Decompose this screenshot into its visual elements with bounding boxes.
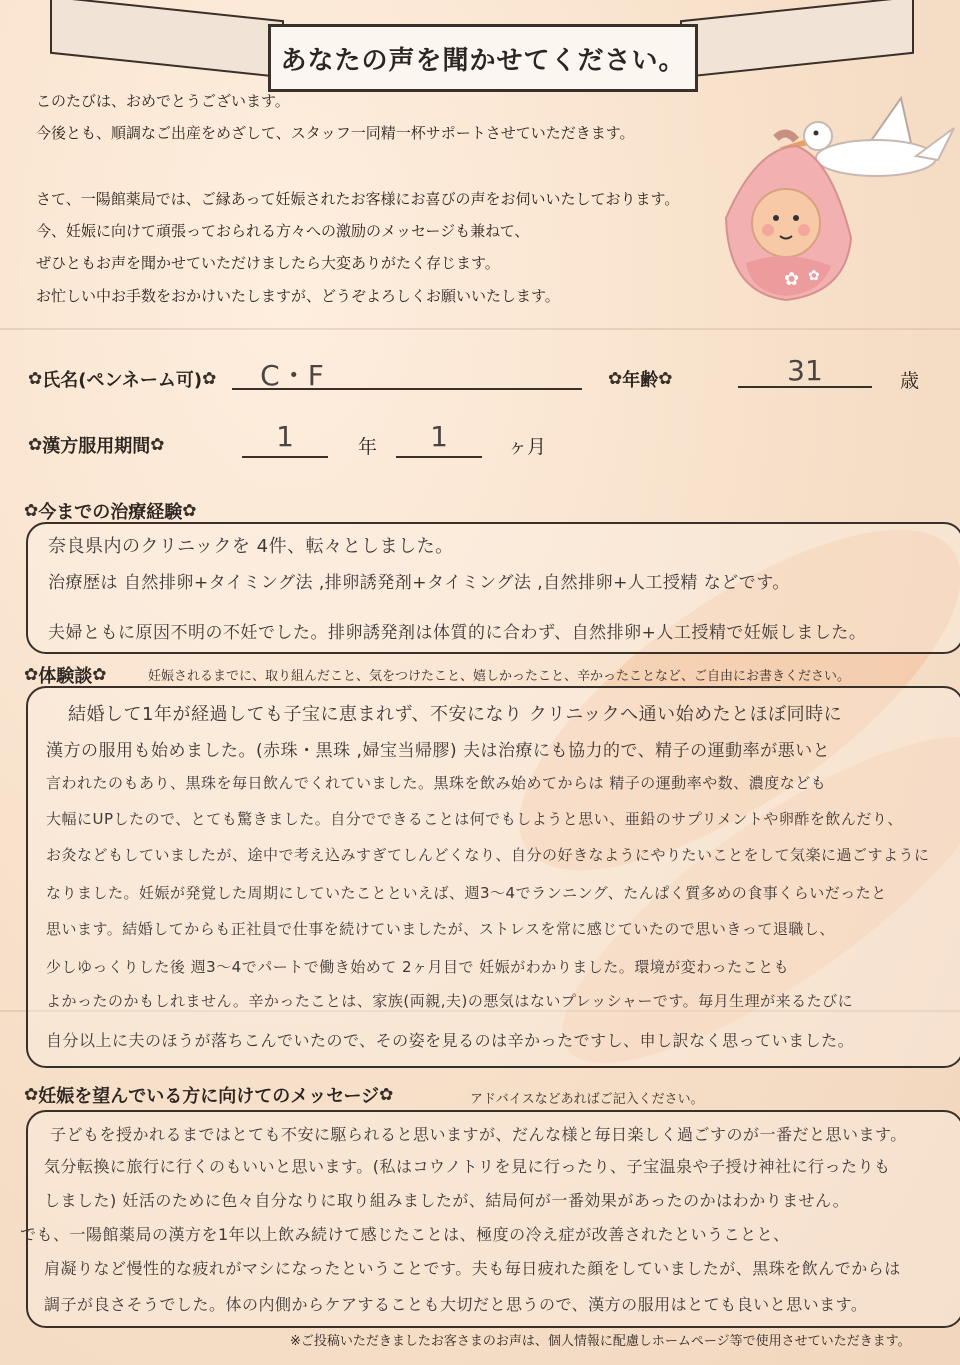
treatment-line: 治療歴は 自然排卵+タイミング法 ,排卵誘発剤+タイミング法 ,自然排卵+人工授精 などです。 xyxy=(48,573,790,593)
year-unit: 年 xyxy=(358,436,378,458)
flower-icon: ✿ xyxy=(202,369,217,389)
experience-note: 妊娠されるまでに、取り組んだこと、気をつけたこと、嬉しかったこと、辛かったことなど、ご自由にお書きください。 xyxy=(148,669,851,684)
flower-icon: ✿ xyxy=(24,1085,39,1105)
flower-icon: ✿ xyxy=(24,501,39,521)
period-label: ✿ 漢方服用期間 ✿ xyxy=(28,435,165,457)
months-value: 1 xyxy=(430,420,448,453)
experience-line: 結婚して1年が経過しても子宝に恵まれず、不安になり クリニックへ通い始めたとほぼ同時に xyxy=(68,704,843,725)
age-value: 31 xyxy=(787,354,823,387)
experience-line: 漢方の服用も始めました。(赤珠・黒珠 ,婦宝当帰膠) 夫は治療にも協力的で、精子の運動率が悪いと xyxy=(46,741,831,761)
experience-line: 自分以上に夫のほうが落ちこんでいたので、その姿を見るのは辛かったですし、申し訳なく思っていました。 xyxy=(46,1031,855,1050)
message-line: 子どもを授かれるまではとても不安に駆られると思いますが、だんな様と毎日楽しく過ごすのが一番だと思います。 xyxy=(50,1125,907,1144)
flower-icon: ✿ xyxy=(92,665,107,685)
years-value: 1 xyxy=(276,420,294,453)
experience-line: お灸などもしていましたが、途中で考え込みすぎてしんどくなり、自分の好きなようにやりたいことをして気楽に過ごすように xyxy=(46,846,930,864)
intro-line: ぜひともお声を聞かせていただけましたら大変ありがたく存じます。 xyxy=(36,254,500,272)
intro-line: 今後とも、順調なご出産をめざして、スタッフ一同精一杯サポートさせていただきます。 xyxy=(36,124,635,142)
message-line: 気分転換に旅行に行くのもいいと思います。(私はコウノトリを見に行ったり、子宝温泉や子授け神社に行ったりも xyxy=(44,1157,891,1176)
experience-line: 少しゆっくりした後 週3〜4でパートで働き始めて 2ヶ月目で 妊娠がわかりました。環境が変わったことも xyxy=(46,958,790,976)
message-heading: ✿ 妊娠を望んでいる方に向けてのメッセージ ✿ xyxy=(24,1085,394,1107)
paper-fold xyxy=(0,328,960,330)
treatment-line: 奈良県内のクリニックを 4件、転々としました。 xyxy=(48,536,454,557)
message-line: でも、一陽館薬局の漢方を1年以上飲み続けて感じたことは、極度の冷え症が改善されたということと、 xyxy=(20,1225,790,1244)
experience-heading: ✿ 体験談 ✿ xyxy=(24,665,107,687)
flower-icon: ✿ xyxy=(28,369,43,389)
message-note: アドバイスなどあればご記入ください。 xyxy=(470,1092,704,1107)
experience-line: 思います。結婚してからも正社員で仕事を続けていましたが、ストレスを常に感じていたので思いきって退職し、 xyxy=(46,920,835,938)
experience-line: なりました。妊娠が発覚した周期にしていたことといえば、週3〜4でランニング、たんぱく質多めの食事くらいだったと xyxy=(46,884,887,902)
intro-line: 今、妊娠に向けて頑張っておられる方々への激励のメッセージも兼ねて、 xyxy=(36,222,530,240)
svg-text:✿: ✿ xyxy=(784,269,800,290)
intro-line: お忙しい中お手数をおかけいたしますが、どうぞよろしくお願いいたします。 xyxy=(36,287,560,305)
treatment-heading: ✿ 今までの治療経験 ✿ xyxy=(24,501,197,523)
flower-icon: ✿ xyxy=(379,1085,394,1105)
experience-line: よかったのかもしれません。辛かったことは、家族(両親,夫)の悪気はないプレッシャーです。毎月生理が来るたびに xyxy=(46,992,854,1010)
age-label: ✿ 年齢 ✿ xyxy=(608,369,673,391)
message-line: しました) 妊活のために色々自分なりに取り組みましたが、結局何が一番効果があったのかはわかりません。 xyxy=(44,1191,850,1210)
flower-icon: ✿ xyxy=(28,435,43,455)
name-value: C・F xyxy=(260,359,324,392)
experience-line: 大幅にUPしたので、とても驚きました。自分でできることは何でもしようと思い、亜鉛のサプリメントや卵酢を飲んだり、 xyxy=(46,810,903,828)
experience-line: 言われたのもあり、黒珠を毎日飲んでくれていました。黒珠を飲み始めてからは 精子の運動率や数、濃度なども xyxy=(46,774,827,792)
age-unit: 歳 xyxy=(900,370,920,392)
flower-icon: ✿ xyxy=(24,665,39,685)
intro-line: このたびは、おめでとうございます。 xyxy=(36,92,290,110)
footer-note: ※ご投稿いただきましたお客さまのお声は、個人情報に配慮しホームページ等で使用させていただきます。 xyxy=(290,1334,911,1349)
svg-text:✿: ✿ xyxy=(808,268,820,284)
month-unit: ヶ月 xyxy=(508,436,547,458)
message-line: 調子が良さそうでした。体の内側からケアすることも大切だと思うので、漢方の服用はとても良いと思います。 xyxy=(44,1295,868,1314)
message-line: 肩凝りなど慢性的な疲れがマシになったということです。夫も毎日疲れた顔をしていましたが、黒珠を飲んでからは xyxy=(44,1259,901,1278)
page-title: あなたの声を聞かせてください。 xyxy=(268,24,698,92)
flower-icon: ✿ xyxy=(182,501,197,521)
treatment-line: 夫婦ともに原因不明の不妊でした。排卵誘発剤は体質的に合わず、自然排卵+人工授精で妊娠しました。 xyxy=(48,623,867,643)
flower-icon: ✿ xyxy=(150,435,165,455)
intro-line: さて、一陽館薬局では、ご縁あって妊娠されたお客様にお喜びの声をお伺いいたしております。 xyxy=(36,190,680,208)
stork-illustration xyxy=(716,88,956,318)
name-label: ✿ 氏名(ペンネーム可) ✿ xyxy=(28,369,217,391)
flower-icon: ✿ xyxy=(658,369,673,389)
flower-icon: ✿ xyxy=(608,369,623,389)
